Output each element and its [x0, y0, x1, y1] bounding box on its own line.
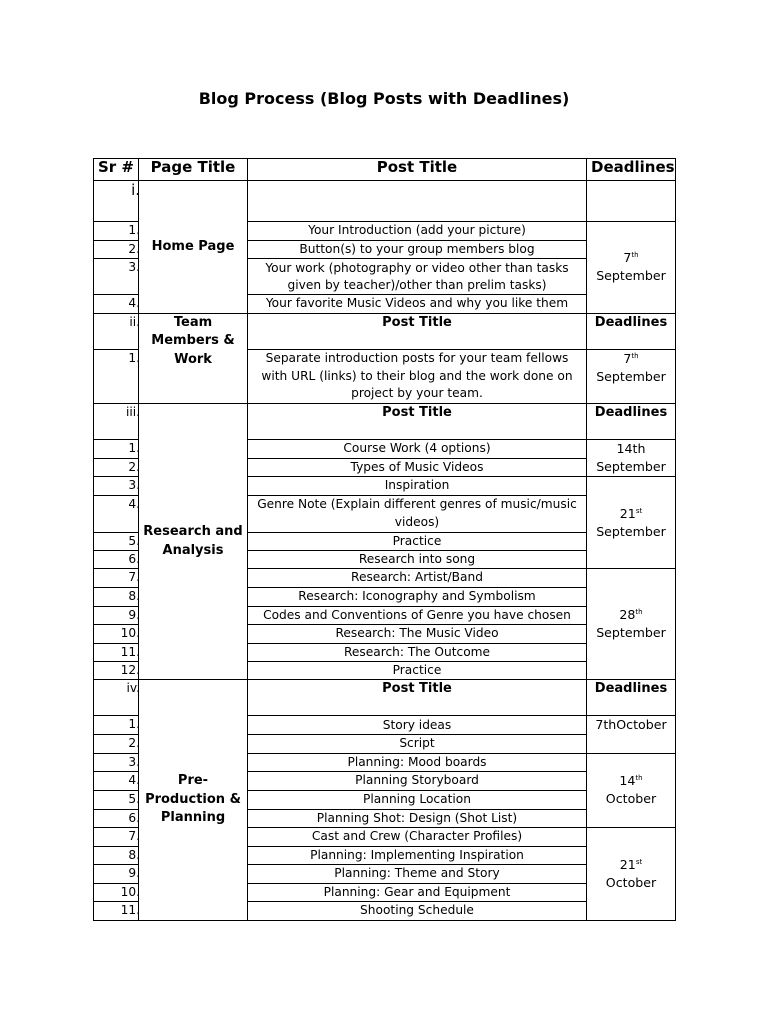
row-number: 1. — [94, 716, 139, 735]
row-number: 2. — [94, 241, 139, 259]
row-number: 6. — [94, 551, 139, 569]
row-number: 3. — [94, 753, 139, 771]
row-number: 6. — [94, 809, 139, 827]
post-title: Research: The Outcome — [248, 643, 587, 661]
post-title: Story ideas — [248, 716, 587, 735]
deadline-cell: 7th September — [587, 222, 676, 314]
row-number: 11. — [94, 643, 139, 661]
row-number: 5. — [94, 790, 139, 809]
deadline-cell: 14th October — [587, 753, 676, 827]
post-title: Planning: Implementing Inspiration — [248, 846, 587, 864]
deadline-cell: 7thOctober — [587, 716, 676, 753]
deadline-cell: 7th September — [587, 349, 676, 403]
post-title: Script — [248, 735, 587, 753]
post-title: Genre Note (Explain different genres of music/music videos) — [248, 495, 587, 532]
deadline-cell: 21st September — [587, 477, 676, 569]
sr-header: Sr # — [94, 159, 139, 181]
post-title: Research: Iconography and Symbolism — [248, 587, 587, 606]
row-number: 9. — [94, 606, 139, 624]
row-number: 2. — [94, 735, 139, 753]
post-title-subheader: Post Title — [248, 403, 587, 439]
post-title: Practice — [248, 662, 587, 680]
row-number: 10. — [94, 883, 139, 901]
post-title: Research: The Music Video — [248, 625, 587, 643]
post-title: Research into song — [248, 551, 587, 569]
post-title: Research: Artist/Band — [248, 569, 587, 587]
row-number: 12. — [94, 662, 139, 680]
section-row — [94, 313, 676, 349]
page-title-header: Page Title — [139, 159, 248, 181]
document-title: Blog Process (Blog Posts with Deadlines) — [198, 89, 570, 108]
post-title-header: Post Title — [248, 159, 587, 181]
row-number: 9. — [94, 864, 139, 883]
section-number: iii. — [94, 403, 139, 439]
row-number: 8. — [94, 846, 139, 864]
row-number: 3. — [94, 259, 139, 295]
row-number: 8. — [94, 587, 139, 606]
post-title: Planning: Gear and Equipment — [248, 883, 587, 901]
section-page-title: Home Page — [139, 181, 248, 314]
post-title: Planning Storyboard — [248, 772, 587, 790]
empty-cell — [587, 181, 676, 222]
post-title: Types of Music Videos — [248, 458, 587, 476]
deadline-cell: 14th September — [587, 439, 676, 476]
row-number: 5. — [94, 532, 139, 550]
deadlines-subheader: Deadlines — [587, 403, 676, 439]
post-title: Button(s) to your group members blog — [248, 241, 587, 259]
row-number: 7. — [94, 828, 139, 846]
section-number: iv. — [94, 680, 139, 716]
post-title: Planning: Theme and Story — [248, 864, 587, 883]
row-number: 10. — [94, 625, 139, 643]
deadlines-subheader: Deadlines — [587, 313, 676, 349]
row-number: 1. — [94, 439, 139, 458]
post-title: Planning Shot: Design (Shot List) — [248, 809, 587, 827]
section-row — [94, 680, 676, 716]
row-number: 11. — [94, 902, 139, 920]
row-number: 4. — [94, 295, 139, 313]
section-number: ii. — [94, 313, 139, 349]
post-title: Shooting Schedule — [248, 902, 587, 920]
deadline-cell: 28th September — [587, 569, 676, 680]
section-page-title: Research and Analysis — [139, 403, 248, 680]
section-number: i. — [94, 181, 139, 222]
row-number: 1. — [94, 222, 139, 241]
blog-schedule-table — [93, 158, 676, 921]
post-title: Planning Location — [248, 790, 587, 809]
row-number: 4. — [94, 495, 139, 532]
post-title: Separate introduction posts for your team fellows with URL (links) to their blog and the work done on project by your team. — [248, 349, 587, 403]
post-title: Planning: Mood boards — [248, 753, 587, 771]
deadlines-subheader: Deadlines — [587, 680, 676, 716]
post-title: Practice — [248, 532, 587, 550]
post-title: Your favorite Music Videos and why you like them — [248, 295, 587, 313]
section-page-title: Team Members & Work — [139, 313, 248, 403]
row-number: 7. — [94, 569, 139, 587]
row-number: 4. — [94, 772, 139, 790]
table-header-row — [94, 159, 676, 181]
section-row — [94, 403, 676, 439]
section-row — [94, 181, 676, 222]
post-title: Course Work (4 options) — [248, 439, 587, 458]
section-page-title: Pre-Production & Planning — [139, 680, 248, 920]
row-number: 3. — [94, 477, 139, 495]
deadline-cell: 21st October — [587, 828, 676, 921]
post-title-subheader: Post Title — [248, 680, 587, 716]
deadlines-header: Deadlines — [587, 159, 676, 181]
post-title-subheader: Post Title — [248, 313, 587, 349]
post-title: Your Introduction (add your picture) — [248, 222, 587, 241]
post-title: Your work (photography or video other than tasks given by teacher)/other than prelim tasks) — [248, 259, 587, 295]
post-title: Inspiration — [248, 477, 587, 495]
row-number: 1. — [94, 349, 139, 403]
post-title: Cast and Crew (Character Profiles) — [248, 828, 587, 846]
row-number: 2. — [94, 458, 139, 476]
post-title: Codes and Conventions of Genre you have chosen — [248, 606, 587, 624]
empty-cell — [248, 181, 587, 222]
